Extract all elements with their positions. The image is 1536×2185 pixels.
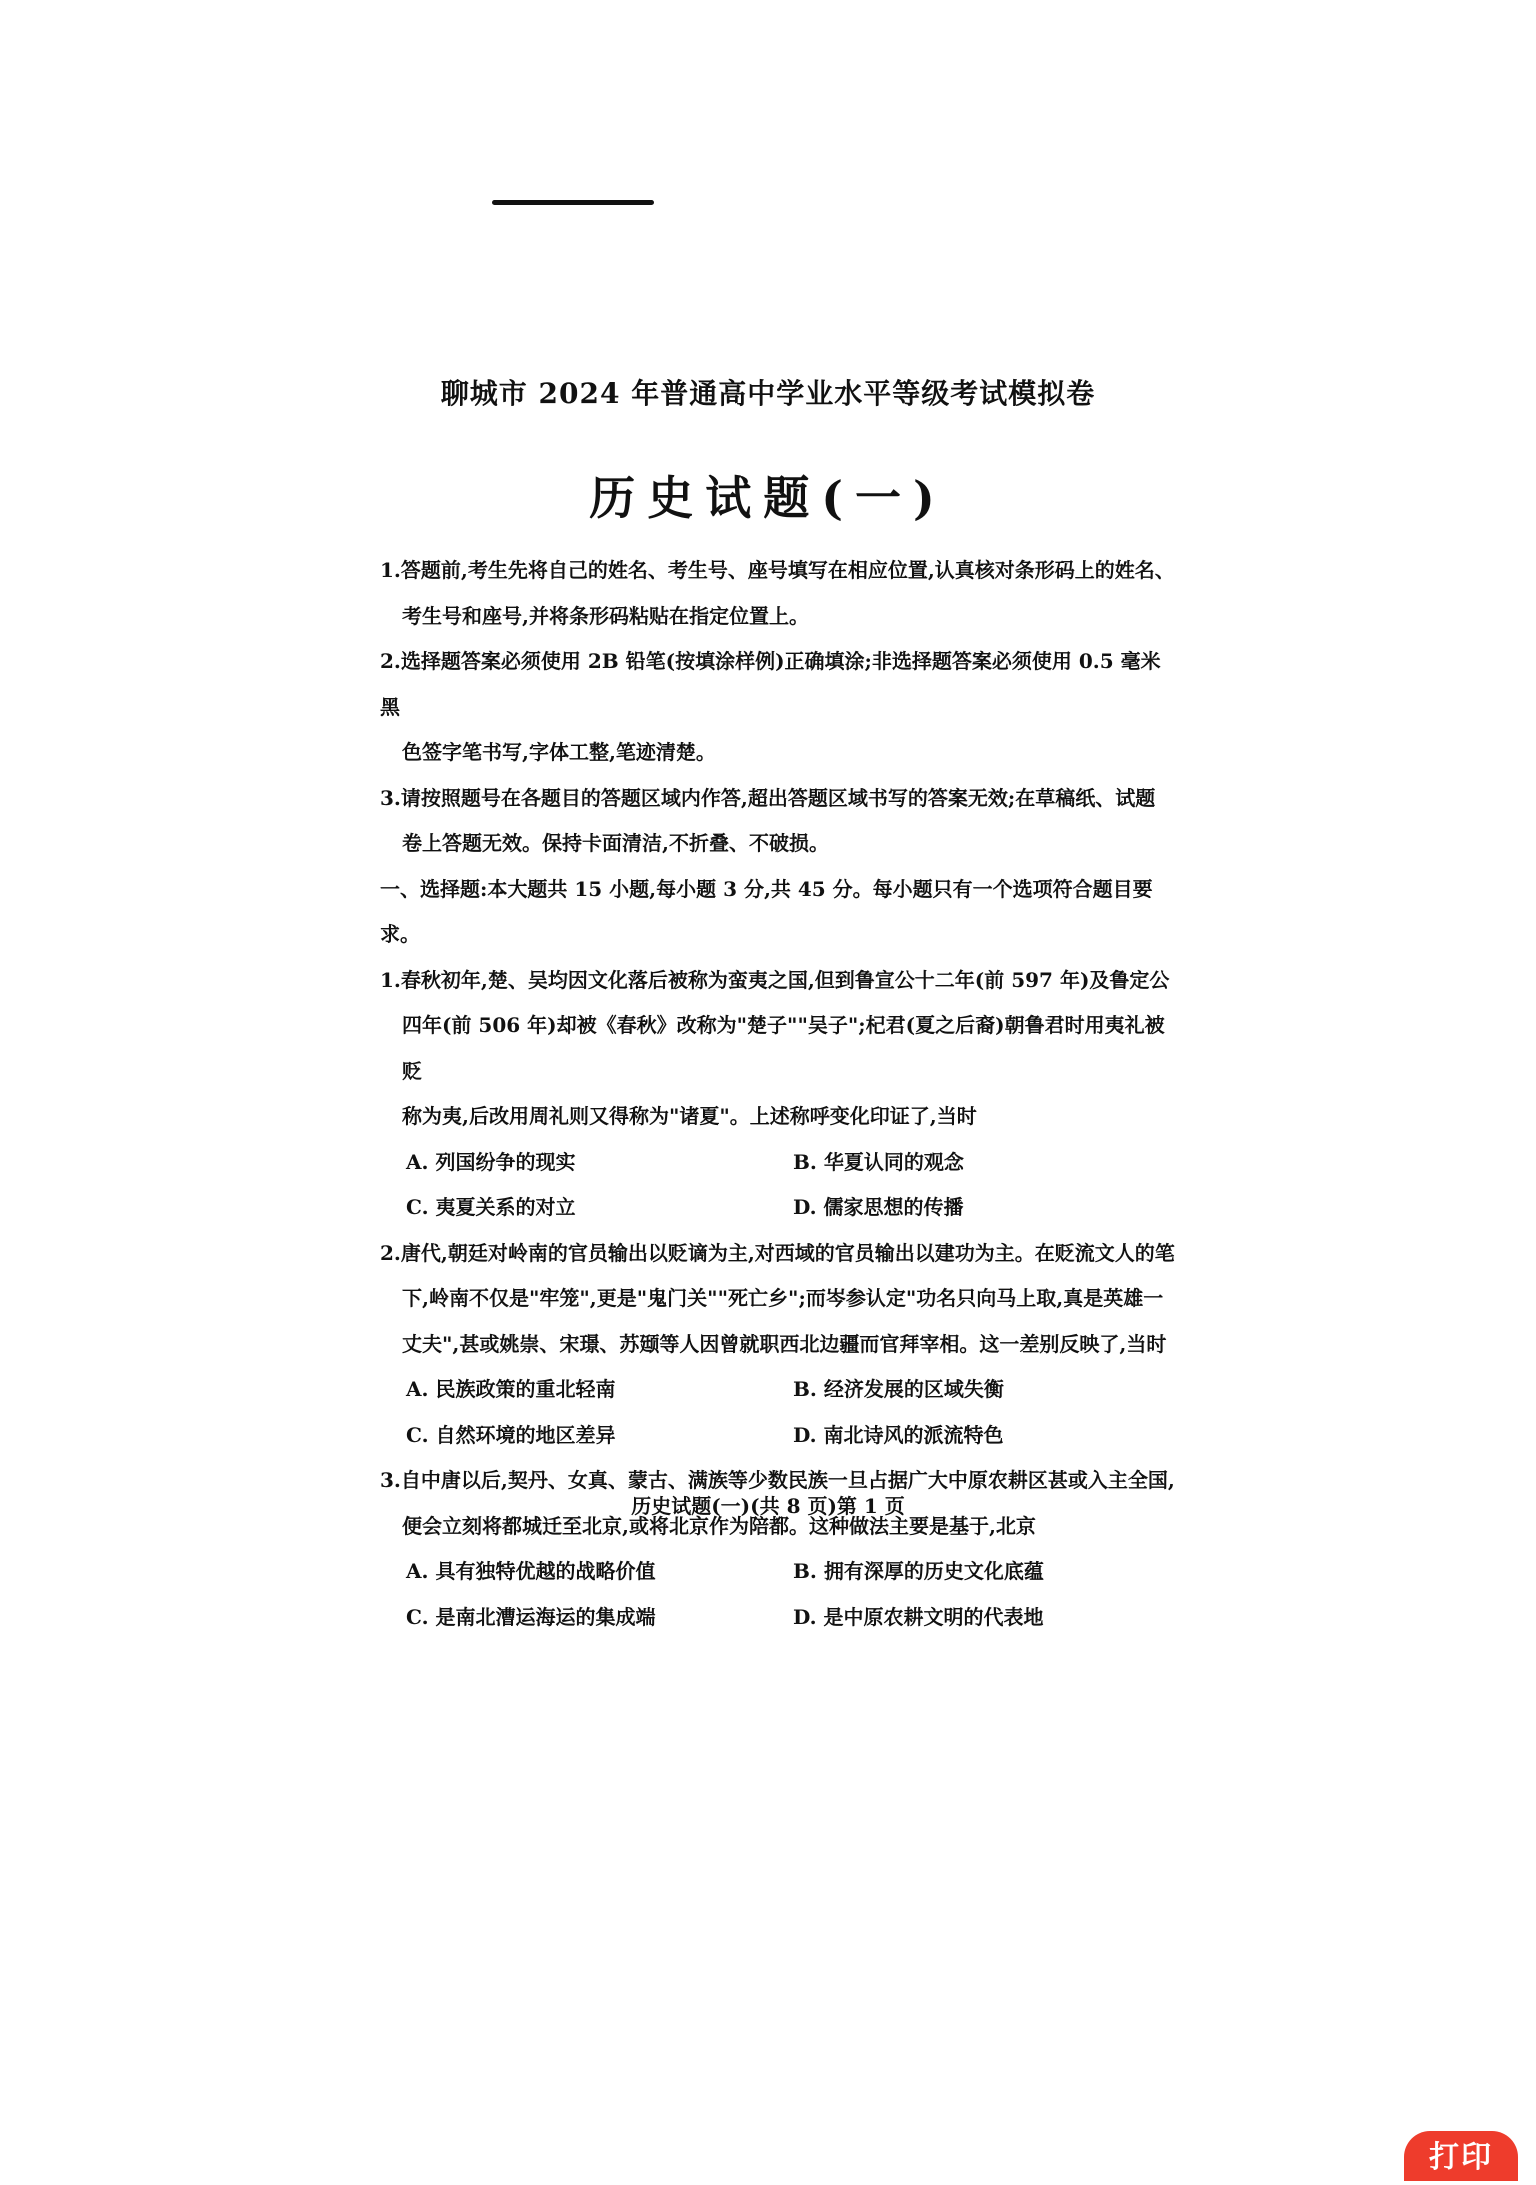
top-rule [492,200,654,205]
question-3 [380,1458,1180,1640]
question-stem-line: 3.自中唐以后,契丹、女真、蒙古、满族等少数民族一旦占据广大中原农耕区甚或入主全国, [380,1468,1175,1492]
instruction-line: 色签字笔书写,字体工整,笔迹清楚。 [402,740,716,764]
option-row [380,1413,1180,1459]
option-a: A. 列国纷争的现实 [406,1149,576,1174]
question-1 [380,958,1180,1231]
instruction-1 [380,548,1180,639]
instruction-3 [380,776,1180,867]
option-d: D. 南北诗风的派流特色 [793,1422,1004,1447]
exam-content [380,548,1180,1640]
option-b: B. 经济发展的区域失衡 [793,1377,1004,1401]
question-stem-line: 四年(前 506 年)却被《春秋》改称为"楚子""吴子";杞君(夏之后裔)朝鲁君时用夷礼被贬 [402,1013,1165,1083]
exam-title: 历史试题(一) [589,471,947,525]
instruction-line: 考生号和座号,并将条形码粘贴在指定位置上。 [402,603,809,628]
instruction-line: 卷上答题无效。保持卡面清洁,不折叠、不破损。 [402,831,829,855]
option-a: A. 具有独特优越的战略价值 [406,1559,656,1583]
question-stem-line: 1.春秋初年,楚、吴均因文化落后被称为蛮夷之国,但到鲁宣公十二年(前 597 年)及鲁定公 [380,967,1170,992]
section-heading: 一、选择题:本大题共 15 小题,每小题 3 分,共 45 分。每小题只有一个选项符合题目要求。 [380,876,1153,946]
instruction-line: 2.选择题答案必须使用 2B 铅笔(按填涂样例)正确填涂;非选择题答案必须使用 0.5 毫米黑 [380,649,1161,719]
option-c: C. 夷夏关系的对立 [406,1195,576,1219]
instruction-line: 3.请按照题号在各题目的答题区域内作答,超出答题区域书写的答案无效;在草稿纸、试题 [380,785,1156,810]
option-d: D. 是中原农耕文明的代表地 [793,1604,1044,1629]
option-d: D. 儒家思想的传播 [793,1195,964,1219]
option-a: A. 民族政策的重北轻南 [406,1377,616,1401]
instruction-2 [380,639,1180,776]
option-row [380,1549,1180,1595]
instruction-line: 1.答题前,考生先将自己的姓名、考生号、座号填写在相应位置,认真核对条形码上的姓名、 [380,558,1175,582]
option-row [380,1367,1180,1413]
option-row [380,1595,1180,1641]
question-stem-line: 2.唐代,朝廷对岭南的官员输出以贬谪为主,对西域的官员输出以建功为主。在贬流文人的笔 [380,1240,1175,1265]
question-stem-line: 便会立刻将都城迁至北京,或将北京作为陪都。这种做法主要是基于,北京 [402,1513,1036,1538]
option-row [380,1140,1180,1186]
exam-subtitle: 聊城市 2024 年普通高中学业水平等级考试模拟卷 [440,377,1096,410]
print-button[interactable]: 打印 [1404,2131,1518,2181]
option-c: C. 是南北漕运海运的集成端 [406,1604,656,1629]
option-row [380,1185,1180,1231]
option-b: B. 拥有深厚的历史文化底蕴 [793,1559,1044,1583]
option-c: C. 自然环境的地区差异 [406,1422,616,1447]
page-footer: 历史试题(一)(共 8 页)第 1 页 [631,1494,905,1518]
question-stem-line: 称为夷,后改用周礼则又得称为"诸夏"。上述称呼变化印证了,当时 [402,1104,977,1128]
option-b: B. 华夏认同的观念 [793,1149,964,1174]
question-stem-line: 下,岭南不仅是"牢笼",更是"鬼门关""死亡乡";而岑参认定"功名只向马上取,真是英雄一 [402,1286,1164,1310]
question-2 [380,1231,1180,1459]
question-stem-line: 丈夫",甚或姚崇、宋璟、苏颋等人因曾就职西北边疆而官拜宰相。这一差别反映了,当时 [402,1331,1167,1356]
